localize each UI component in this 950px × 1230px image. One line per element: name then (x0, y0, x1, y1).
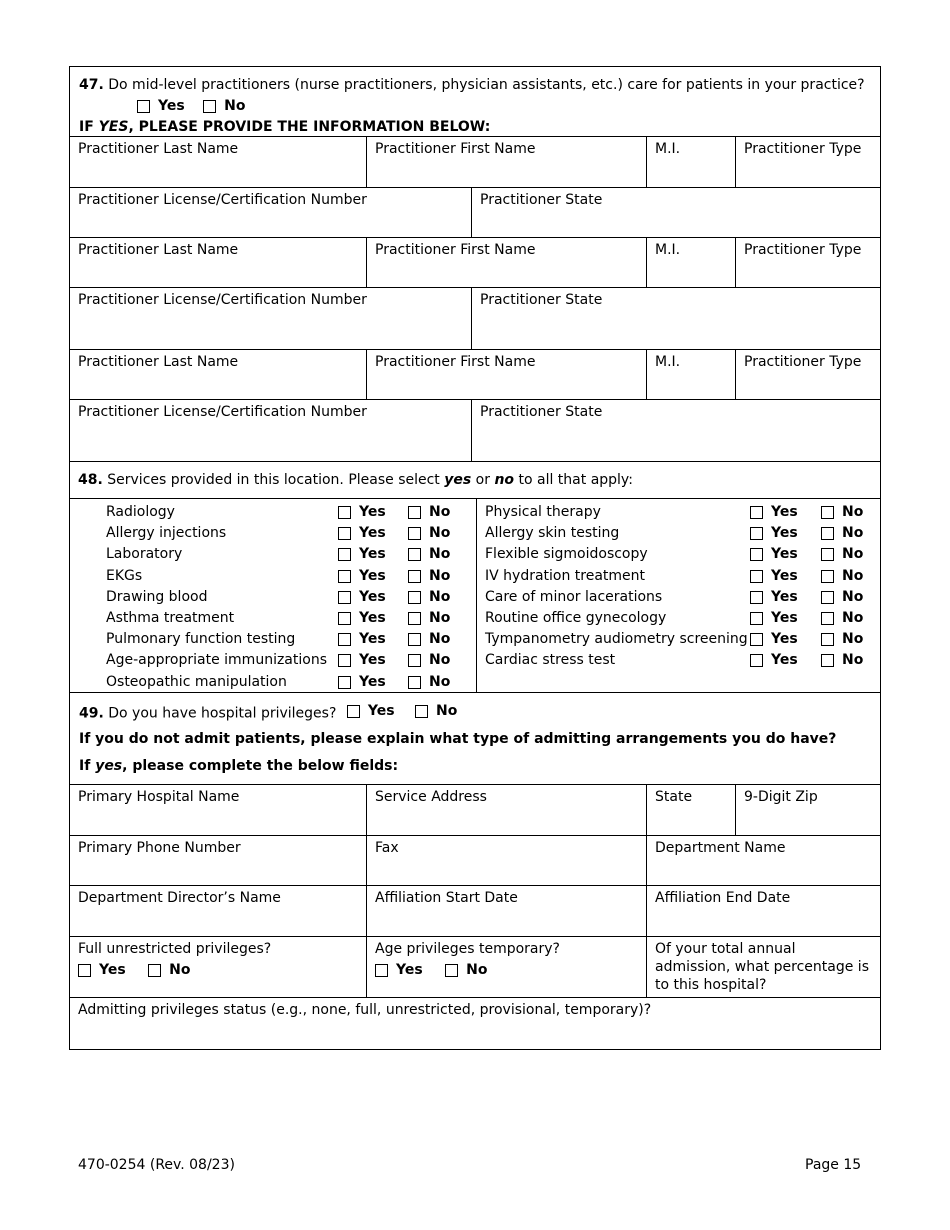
q48-services-row (70, 499, 880, 693)
service-yes-checkbox[interactable] (750, 654, 763, 667)
left-service-label: EKGs (106, 567, 143, 584)
q49-number: 49. (79, 705, 104, 722)
hospital-row-2 (70, 836, 880, 886)
left-service-label: Laboratory (106, 546, 183, 563)
service-yes-checkbox[interactable] (750, 591, 763, 604)
left-service-label: Asthma treatment (106, 610, 235, 626)
service-yes-checkbox[interactable] (750, 506, 763, 519)
admitting-privileges-status-field[interactable]: Admitting privileges status (e.g., none, full, unrestricted, provisional, temporary)? (78, 1002, 652, 1018)
left-service-label: Age-appropriate immunizations (106, 652, 327, 669)
hospital-row-5 (70, 998, 880, 1049)
right-service-no-option[interactable]: No (821, 650, 863, 671)
service-no-checkbox[interactable] (408, 654, 421, 667)
service-address-field[interactable]: Service Address (366, 785, 646, 835)
hospital-row-4 (70, 937, 880, 998)
service-yes-checkbox[interactable] (338, 591, 351, 604)
q47-no-option[interactable]: No (203, 97, 245, 115)
right-service-no-option[interactable]: No (821, 587, 863, 608)
right-service-yes-option[interactable]: Yes (750, 502, 798, 523)
service-no-checkbox[interactable] (408, 527, 421, 540)
left-service-no-option[interactable]: No (408, 629, 450, 650)
department-director-field[interactable]: Department Director’s Name (78, 890, 281, 906)
left-service-no-option[interactable]: No (408, 566, 450, 587)
q49-no-option[interactable]: No (415, 702, 457, 720)
right-service-no-option[interactable]: No (821, 523, 863, 544)
practitioner-3-name-row (70, 350, 880, 400)
full-privileges-no-checkbox[interactable] (148, 964, 161, 977)
fax-field[interactable]: Fax (366, 836, 646, 885)
full-privileges-cell: Full unrestricted privileges? Yes No (78, 941, 272, 978)
practitioner-2-last-name[interactable]: Practitioner Last Name (78, 242, 239, 258)
service-yes-checkbox[interactable] (750, 633, 763, 646)
service-yes-checkbox[interactable] (338, 527, 351, 540)
right-service-yes-option[interactable]: Yes (750, 650, 798, 671)
right-service-label: Routine office gynecology (485, 610, 667, 626)
q47-yes-option[interactable]: Yes (137, 97, 185, 115)
left-service-yes-option[interactable]: Yes (338, 650, 386, 671)
service-yes-checkbox[interactable] (338, 548, 351, 561)
practitioner-1-type[interactable]: Practitioner Type (735, 137, 880, 187)
left-service-no-option[interactable]: No (408, 587, 450, 608)
right-service-no-option[interactable]: No (821, 566, 863, 587)
right-service-label: Cardiac stress test (485, 652, 616, 669)
left-service-no-option[interactable]: No (408, 523, 450, 544)
service-yes-checkbox[interactable] (750, 612, 763, 625)
service-yes-checkbox[interactable] (338, 676, 351, 689)
right-service-no-option[interactable]: No (821, 608, 863, 629)
service-yes-checkbox[interactable] (338, 654, 351, 667)
service-yes-checkbox[interactable] (750, 570, 763, 583)
practitioner-1-name-row (70, 137, 880, 188)
right-service-yes-option[interactable]: Yes (750, 629, 798, 650)
services-left-column (70, 499, 476, 692)
service-no-checkbox[interactable] (821, 527, 834, 540)
q49-no-admit-text: If you do not admit patients, please explain what type of admitting arrangements you do have? (79, 731, 837, 747)
left-service-label: Pulmonary function testing (106, 631, 296, 648)
practitioner-2-name-row (70, 238, 880, 288)
practitioner-3-mi[interactable]: M.I. (646, 350, 735, 399)
state-field[interactable]: State (646, 785, 735, 835)
admission-percentage-field[interactable]: Of your total annual admission, what percentage is to this hospital? (646, 937, 880, 997)
service-no-checkbox[interactable] (821, 506, 834, 519)
q49-no-checkbox[interactable] (415, 705, 428, 718)
q48-header-row (70, 462, 880, 499)
right-service-no-option[interactable]: No (821, 502, 863, 523)
practitioner-2-license-row (70, 288, 880, 350)
right-service-label: IV hydration treatment (485, 567, 646, 584)
service-no-checkbox[interactable] (408, 570, 421, 583)
left-service-label: Osteopathic manipulation (106, 673, 287, 690)
left-service-no-option[interactable]: No (408, 650, 450, 671)
q49-yes-option[interactable]: Yes (347, 702, 395, 720)
service-yes-checkbox[interactable] (750, 548, 763, 561)
right-service-label: Allergy skin testing (485, 525, 620, 542)
page-number: Page 15 (805, 1157, 862, 1173)
hospital-row-3 (70, 886, 880, 937)
practitioner-2-license[interactable]: Practitioner License/Certification Number (78, 292, 367, 308)
right-service-yes-option[interactable]: Yes (750, 523, 798, 544)
service-yes-checkbox[interactable] (338, 633, 351, 646)
right-service-yes-option[interactable]: Yes (750, 587, 798, 608)
affiliation-end-date-field[interactable]: Affiliation End Date (646, 886, 880, 936)
practitioner-1-mi[interactable]: M.I. (646, 137, 735, 187)
practitioner-1-first-name[interactable]: Practitioner First Name (366, 137, 646, 187)
form-table (69, 66, 881, 1050)
left-service-yes-option[interactable]: Yes (338, 587, 386, 608)
department-name-field[interactable]: Department Name (646, 836, 880, 885)
q48-number: 48. (78, 472, 103, 488)
left-service-label: Radiology (106, 504, 175, 520)
left-service-no-option[interactable]: No (408, 502, 450, 523)
left-service-yes-option[interactable]: Yes (338, 672, 386, 693)
form-id: 470-0254 (Rev. 08/23) (78, 1157, 235, 1173)
right-service-label: Physical therapy (485, 504, 601, 520)
affiliation-start-date-field[interactable]: Affiliation Start Date (366, 886, 646, 936)
practitioner-3-first-name[interactable]: Practitioner First Name (366, 350, 646, 399)
practitioner-2-mi[interactable]: M.I. (646, 238, 735, 287)
q49-yes-checkbox[interactable] (347, 705, 360, 718)
hospital-row-1 (70, 785, 880, 836)
left-service-yes-option[interactable]: Yes (338, 523, 386, 544)
left-service-yes-option[interactable]: Yes (338, 544, 386, 565)
practitioner-2-type[interactable]: Practitioner Type (735, 238, 880, 287)
left-service-yes-option[interactable]: Yes (338, 629, 386, 650)
left-service-yes-option[interactable]: Yes (338, 566, 386, 587)
practitioner-3-license[interactable]: Practitioner License/Certification Number (78, 404, 367, 420)
service-no-checkbox[interactable] (408, 548, 421, 561)
q49-question: Do you have hospital privileges? (108, 705, 337, 722)
q47-number: 47. (79, 77, 104, 93)
service-no-checkbox[interactable] (821, 612, 834, 625)
service-yes-checkbox[interactable] (338, 570, 351, 583)
right-service-no-option[interactable]: No (821, 629, 863, 650)
q47-no-checkbox[interactable] (203, 100, 216, 113)
left-service-no-option[interactable]: No (408, 608, 450, 629)
q47-header-row (70, 67, 880, 137)
service-yes-checkbox[interactable] (338, 612, 351, 625)
primary-phone-field[interactable]: Primary Phone Number (78, 840, 241, 856)
left-service-yes-option[interactable]: Yes (338, 608, 386, 629)
practitioner-3-license-row (70, 400, 880, 462)
practitioner-1-last-name[interactable]: Practitioner Last Name (78, 141, 239, 157)
q47-yes-checkbox[interactable] (137, 100, 150, 113)
service-no-checkbox[interactable] (408, 676, 421, 689)
service-no-checkbox[interactable] (821, 548, 834, 561)
service-no-checkbox[interactable] (821, 654, 834, 667)
right-service-label: Tympanometry audiometry screening (485, 631, 748, 648)
service-no-checkbox[interactable] (821, 591, 834, 604)
right-service-label: Care of minor lacerations (485, 588, 663, 605)
left-service-no-option[interactable]: No (408, 672, 450, 693)
q47-question: Do mid-level practitioners (nurse practitioners, physician assistants, etc.) care for patients in your practice? (108, 77, 865, 93)
service-yes-checkbox[interactable] (338, 506, 351, 519)
full-privileges-yes-checkbox[interactable] (78, 964, 91, 977)
zip-field[interactable]: 9-Digit Zip (735, 785, 880, 835)
practitioner-1-license-row (70, 188, 880, 238)
q49-header-row (70, 693, 880, 785)
age-privileges-yes-checkbox[interactable] (375, 964, 388, 977)
service-yes-checkbox[interactable] (750, 527, 763, 540)
right-service-label: Flexible sigmoidoscopy (485, 546, 648, 563)
right-service-yes-option[interactable]: Yes (750, 544, 798, 565)
age-privileges-yes-option[interactable]: Yes (375, 961, 423, 979)
age-privileges-no-checkbox[interactable] (445, 964, 458, 977)
right-service-yes-option[interactable]: Yes (750, 608, 798, 629)
service-no-checkbox[interactable] (408, 612, 421, 625)
left-service-yes-option[interactable]: Yes (338, 502, 386, 523)
practitioner-3-last-name[interactable]: Practitioner Last Name (78, 354, 239, 370)
practitioner-2-first-name[interactable]: Practitioner First Name (366, 238, 646, 287)
left-service-no-option[interactable]: No (408, 544, 450, 565)
full-privileges-no-option[interactable]: No (148, 961, 190, 979)
practitioner-3-type[interactable]: Practitioner Type (735, 350, 880, 399)
q47-instruction: IF YES, PLEASE PROVIDE THE INFORMATION BELOW: (79, 119, 491, 135)
service-no-checkbox[interactable] (408, 591, 421, 604)
practitioner-3-state[interactable]: Practitioner State (471, 400, 880, 461)
practitioner-1-state[interactable]: Practitioner State (471, 188, 880, 237)
full-privileges-yes-option[interactable]: Yes (78, 961, 126, 979)
services-right-column (476, 499, 880, 692)
service-no-checkbox[interactable] (408, 633, 421, 646)
primary-hospital-name-field[interactable]: Primary Hospital Name (78, 789, 240, 805)
q49-complete-text: If yes, please complete the below fields: (79, 758, 399, 774)
service-no-checkbox[interactable] (821, 570, 834, 583)
left-service-label: Allergy injections (106, 525, 227, 542)
service-no-checkbox[interactable] (408, 506, 421, 519)
age-privileges-no-option[interactable]: No (445, 961, 487, 979)
service-no-checkbox[interactable] (821, 633, 834, 646)
right-service-yes-option[interactable]: Yes (750, 566, 798, 587)
left-service-label: Drawing blood (106, 588, 208, 605)
practitioner-1-license[interactable]: Practitioner License/Certification Number (78, 192, 367, 208)
q48-instruction: Services provided in this location. Please select yes or no to all that apply: (107, 472, 633, 488)
practitioner-2-state[interactable]: Practitioner State (471, 288, 880, 349)
right-service-no-option[interactable]: No (821, 544, 863, 565)
age-privileges-cell: Age privileges temporary? Yes No (366, 937, 646, 997)
